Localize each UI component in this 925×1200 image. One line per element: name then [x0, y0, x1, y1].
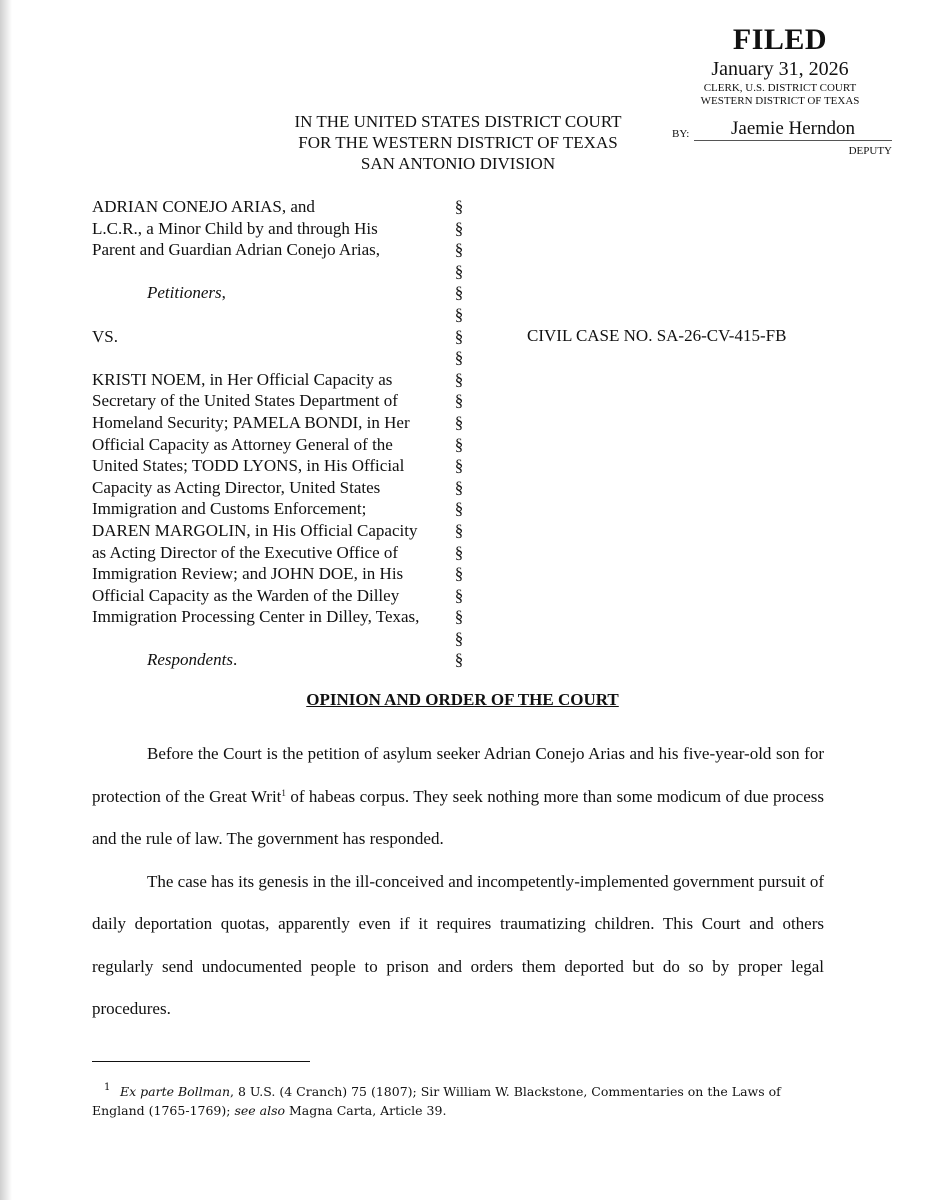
respondents-label-text: Respondents [147, 650, 233, 670]
section-symbol: § [454, 391, 464, 411]
stamp-date: January 31, 2026 [711, 58, 849, 80]
stamp-deputy: DEPUTY [848, 145, 892, 157]
caption-line: Secretary of the United States Department of [92, 391, 398, 411]
opinion-body [92, 733, 824, 1031]
caption-line: DAREN MARGOLIN, in His Official Capacity [92, 520, 418, 540]
court-heading-line: IN THE UNITED STATES DISTRICT COURT [294, 112, 622, 131]
caption-line: Immigration and Customs Enforcement; [92, 499, 367, 519]
section-symbol: § [454, 542, 464, 562]
section-symbol: § [454, 456, 464, 476]
caption-line: Immigration Processing Center in Dilley, Texas, [92, 607, 420, 627]
footnote-text: England (1765-1769); [92, 1103, 235, 1118]
stamp-signature: Jaemie Herndon [694, 118, 892, 141]
caption-blank [92, 347, 452, 369]
section-symbol: § [454, 607, 464, 627]
footnote-line [92, 1101, 812, 1120]
body-paragraph-2: The case has its genesis in the ill-conceived and incompetently-implemented government pursuit of daily deportation quotas, apparently even if it requires traumatizing children. This Court and others regularly send undocumented people to prison and orders them deported but do so by proper legal procedures. [92, 871, 824, 1018]
civil-case-number: CIVIL CASE NO. SA-26-CV-415-FB [527, 326, 787, 345]
caption-line: KRISTI NOEM, in Her Official Capacity as [92, 369, 393, 389]
case-caption [92, 196, 452, 671]
stamp-by-label: BY: [672, 128, 690, 140]
section-symbol: § [454, 564, 464, 584]
section-symbol: § [454, 585, 464, 605]
stamp-clerk: CLERK, U.S. DISTRICT COURT [703, 82, 857, 94]
section-symbol: § [454, 240, 464, 260]
caption-line: Official Capacity as Attorney General of the [92, 434, 393, 454]
section-symbol: § [454, 520, 464, 540]
section-symbol: § [454, 628, 464, 648]
opinion-title: OPINION AND ORDER OF THE COURT [306, 690, 619, 709]
footnote-see-also: see also [234, 1103, 286, 1118]
section-symbol: § [454, 369, 464, 389]
section-symbol-column [452, 196, 466, 671]
section-symbol: § [454, 283, 464, 303]
section-symbol: § [454, 477, 464, 497]
filed-stamp [668, 24, 892, 108]
court-heading-line: SAN ANTONIO DIVISION [360, 154, 556, 173]
caption-line: Parent and Guardian Adrian Conejo Arias, [92, 240, 380, 260]
court-heading [240, 111, 676, 174]
stamp-signature-row [672, 118, 892, 144]
footnote-text: , 8 U.S. (4 Cranch) 75 (1807); Sir William W. Blackstone, Commentaries on the Laws of [230, 1084, 781, 1099]
caption-line: ADRIAN CONEJO ARIAS, and [92, 197, 315, 216]
body-paragraph-1 [92, 733, 824, 861]
section-symbol: § [454, 218, 464, 238]
section-symbol: § [454, 326, 464, 346]
caption-line: United States; TODD LYONS, in His Official [92, 456, 405, 476]
petitioners-comma: , [221, 283, 226, 303]
section-symbol: § [454, 261, 464, 281]
footnote-line [92, 1082, 812, 1101]
caption-line: as Acting Director of the Executive Office of [92, 542, 399, 562]
section-symbol: § [454, 434, 464, 454]
stamp-filed-label: FILED [732, 23, 828, 56]
caption-blank [92, 628, 452, 650]
page-edge-shadow [0, 0, 12, 1200]
section-symbol: § [454, 348, 464, 368]
caption-line: Capacity as Acting Director, United States [92, 477, 381, 497]
footnote-text: Magna Carta, Article 39. [285, 1103, 447, 1118]
section-symbol: § [454, 499, 464, 519]
petitioners-label-text: Petitioners [147, 283, 222, 303]
petitioners-label [92, 282, 452, 304]
section-symbol: § [454, 197, 464, 216]
section-symbol: § [454, 412, 464, 432]
footnote-case-name: Ex parte Bollman [120, 1084, 231, 1099]
section-symbol: § [454, 650, 464, 670]
caption-blank [92, 261, 452, 283]
caption-line: L.C.R., a Minor Child by and through His [92, 218, 378, 238]
respondents-label [92, 649, 452, 671]
caption-blank [92, 304, 452, 326]
stamp-district: WESTERN DISTRICT OF TEXAS [700, 95, 860, 107]
paragraph-text: of habeas corpus. They seek nothing more than some modicum of due process and the rule of law. The government has responded. [92, 786, 824, 848]
caption-line: Immigration Review; and JOHN DOE, in His [92, 564, 404, 584]
section-symbol: § [454, 304, 464, 324]
footnote-reference[interactable]: 1 [281, 787, 286, 798]
footnote-separator [92, 1061, 310, 1062]
respondents-period: . [232, 650, 238, 670]
footnote-1 [92, 1082, 812, 1120]
caption-line: Official Capacity as the Warden of the Dilley [92, 585, 400, 605]
footnote-number: 1 [104, 1082, 111, 1093]
paragraph-text: Before the Court is the petition of asylum seeker Adrian Conejo Arias and his five-year-old son for protection of the Great Writ [92, 744, 824, 806]
caption-line: Homeland Security; PAMELA BONDI, in Her [92, 412, 410, 432]
versus-label: VS. [92, 326, 118, 346]
court-heading-line: FOR THE WESTERN DISTRICT OF TEXAS [298, 133, 618, 152]
